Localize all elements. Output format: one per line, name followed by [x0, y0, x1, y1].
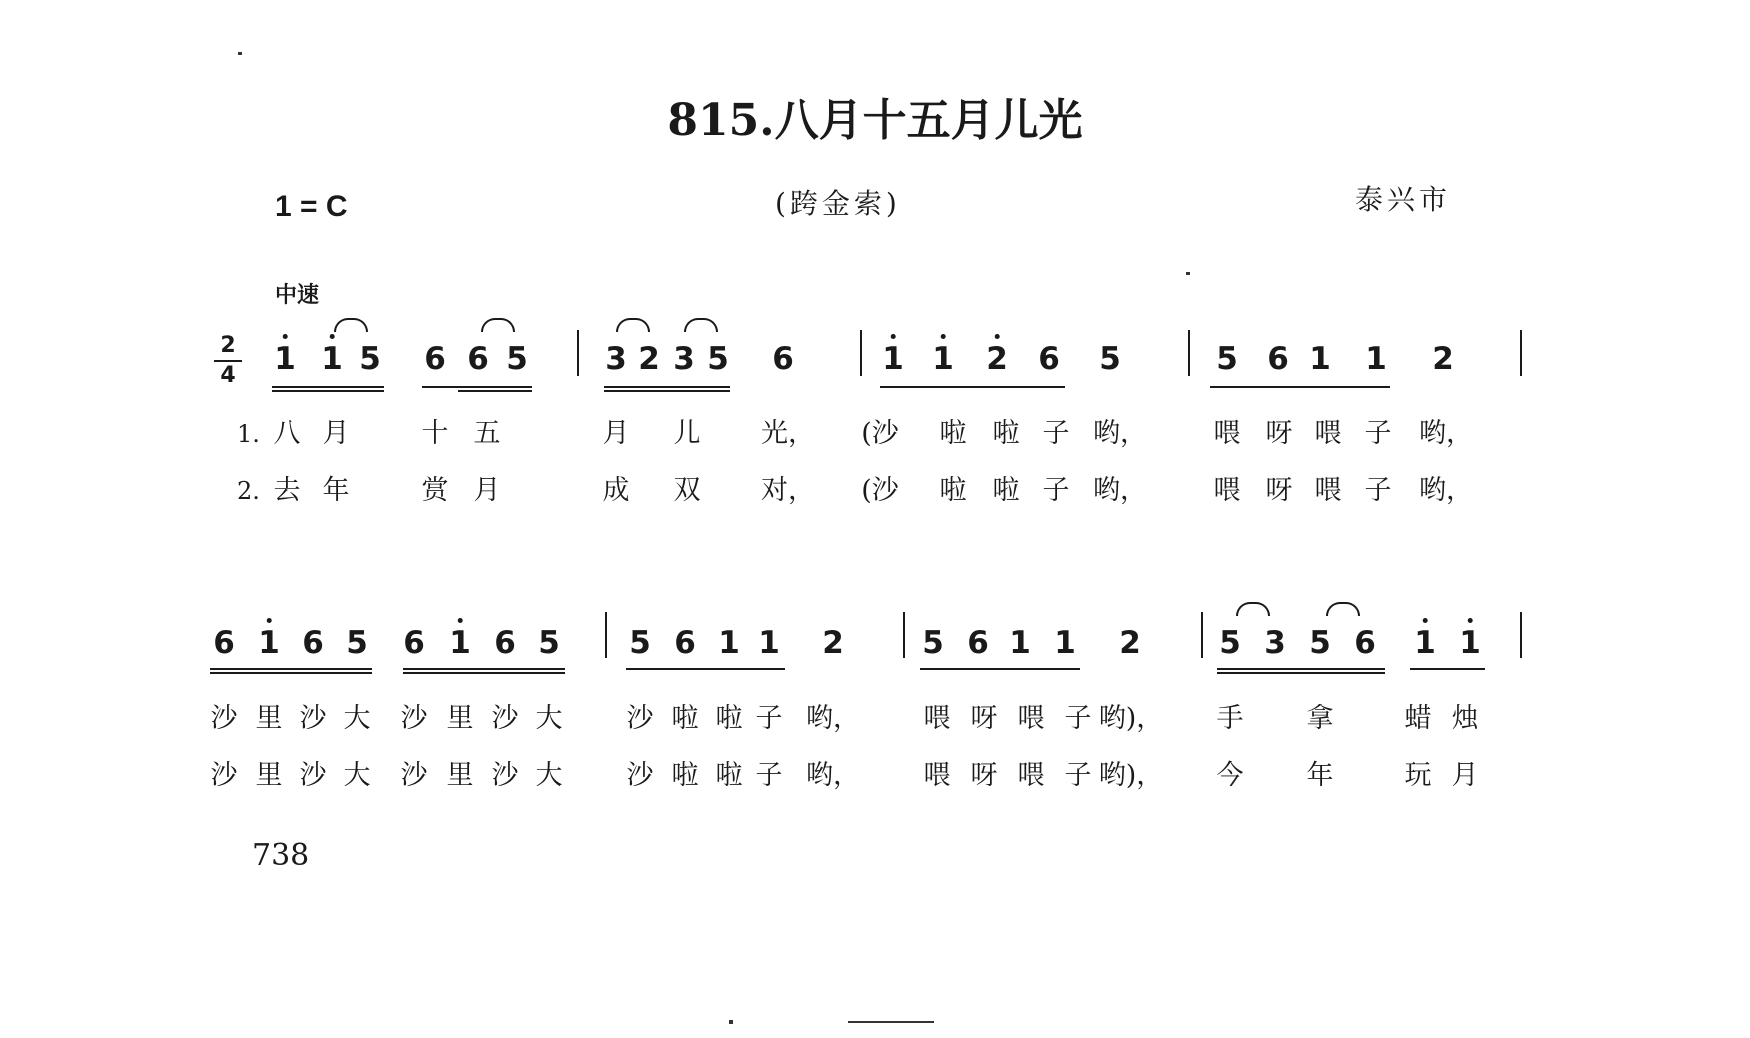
scan-speck — [848, 1021, 934, 1023]
lyric-syllable: 十 — [421, 418, 449, 449]
barline — [1201, 612, 1203, 658]
song-title: 815.八月十五月儿光 — [667, 95, 1083, 146]
beam-line — [458, 390, 532, 392]
beam-line — [422, 386, 532, 388]
note-digit: 5 — [922, 625, 944, 661]
slur-mark — [481, 318, 515, 332]
note-digit: 1 — [449, 625, 471, 661]
lyric-syllable: 啦 — [671, 760, 699, 791]
octave-dot — [329, 334, 334, 339]
lyric-syllable: 啦 — [671, 703, 699, 734]
note-digit: 1 — [1309, 341, 1331, 377]
lyric-syllable: 拿 — [1306, 703, 1334, 734]
note-digit: 5 — [346, 625, 368, 661]
jianpu-note — [605, 341, 627, 377]
jianpu-note — [424, 341, 446, 377]
lyric-syllable: 啦 — [939, 475, 967, 506]
tempo-marking: 中速 — [275, 283, 320, 308]
beam-line — [880, 386, 1065, 388]
note-digit: 5 — [1099, 341, 1121, 377]
jianpu-note — [629, 625, 651, 661]
time-signature — [214, 334, 242, 388]
lyric-syllable: 哟， — [1093, 475, 1147, 506]
note-digit: 5 — [506, 341, 528, 377]
lyric-syllable: 双 — [673, 475, 701, 506]
lyric-syllable: (沙 — [861, 418, 899, 449]
lyric-syllable: 五 — [473, 418, 501, 449]
note-digit: 6 — [674, 625, 696, 661]
scan-speck — [238, 52, 242, 55]
jianpu-note — [1309, 625, 1331, 661]
jianpu-note — [822, 625, 844, 661]
jianpu-note — [1309, 341, 1331, 377]
lyric-syllable: 儿 — [673, 418, 701, 449]
lyric-syllable: 喂 — [923, 760, 951, 791]
jianpu-note — [882, 341, 904, 377]
note-digit: 5 — [359, 341, 381, 377]
jianpu-note — [467, 341, 489, 377]
time-signature-line — [214, 360, 242, 362]
time-signature-bottom: 4 — [220, 363, 236, 388]
lyric-syllable: 哟， — [806, 703, 860, 734]
beam-line — [1210, 386, 1390, 388]
jianpu-note — [1216, 341, 1238, 377]
jianpu-note — [772, 341, 794, 377]
lyric-syllable: 子 — [1364, 418, 1392, 449]
jianpu-note — [359, 341, 381, 377]
barline — [1520, 330, 1522, 376]
note-digit: 6 — [1038, 341, 1060, 377]
beam-line — [403, 668, 565, 670]
beam-line — [1217, 668, 1385, 670]
lyric-syllable: 年 — [322, 475, 350, 506]
jianpu-note — [638, 341, 660, 377]
jianpu-note — [213, 625, 235, 661]
jianpu-note — [673, 341, 695, 377]
lyric-syllable: 啦 — [992, 475, 1020, 506]
barline — [860, 330, 862, 376]
note-digit: 2 — [822, 625, 844, 661]
jianpu-note — [538, 625, 560, 661]
jianpu-note — [1054, 625, 1076, 661]
jianpu-note — [258, 625, 280, 661]
lyric-syllable: 烛 — [1451, 703, 1479, 734]
note-digit: 6 — [467, 341, 489, 377]
lyric-syllable: 哟)， — [1098, 703, 1164, 734]
jianpu-note — [274, 341, 296, 377]
note-digit: 5 — [629, 625, 651, 661]
lyric-syllable: 沙 — [626, 703, 654, 734]
octave-dot — [890, 334, 895, 339]
jianpu-note — [506, 341, 528, 377]
lyric-syllable: 大 — [535, 703, 563, 734]
lyric-syllable: 蜡 — [1404, 703, 1432, 734]
note-digit: 6 — [1267, 341, 1289, 377]
origin-location: 泰兴市 — [1355, 183, 1452, 216]
lyric-syllable: 子 — [1042, 475, 1070, 506]
lyric-syllable: 沙 — [400, 703, 428, 734]
note-digit: 6 — [213, 625, 235, 661]
lyric-syllable: 喂 — [1017, 703, 1045, 734]
beam-line — [210, 672, 372, 674]
jianpu-note — [986, 341, 1008, 377]
lyric-syllable: 呀 — [970, 703, 998, 734]
note-digit: 6 — [424, 341, 446, 377]
jianpu-note — [1099, 341, 1121, 377]
lyric-syllable: 沙 — [299, 703, 327, 734]
slur-mark — [334, 318, 368, 332]
lyric-syllable: 成 — [602, 475, 630, 506]
scan-speck — [1186, 272, 1190, 275]
note-digit: 6 — [494, 625, 516, 661]
note-digit: 2 — [1119, 625, 1141, 661]
note-digit: 5 — [1309, 625, 1331, 661]
lyric-syllable: 哟)， — [1098, 760, 1164, 791]
octave-dot — [940, 334, 945, 339]
lyric-syllable: 沙 — [491, 760, 519, 791]
jianpu-note — [1009, 625, 1031, 661]
jianpu-note — [449, 625, 471, 661]
lyric-syllable: 玩 — [1404, 760, 1432, 791]
lyric-syllable: 喂 — [1314, 475, 1342, 506]
note-digit: 6 — [403, 625, 425, 661]
lyric-syllable: 沙 — [299, 760, 327, 791]
beam-line — [920, 668, 1080, 670]
lyric-syllable: 呀 — [970, 760, 998, 791]
beam-line — [604, 390, 730, 392]
lyric-syllable: 手 — [1216, 703, 1244, 734]
lyric-syllable: 哟， — [806, 760, 860, 791]
jianpu-note — [674, 625, 696, 661]
time-signature-top: 2 — [220, 333, 236, 358]
lyric-syllable: 哟， — [1419, 475, 1473, 506]
beam-line — [272, 390, 384, 392]
jianpu-note — [321, 341, 343, 377]
note-digit: 6 — [302, 625, 324, 661]
note-digit: 1 — [932, 341, 954, 377]
note-digit: 1 — [718, 625, 740, 661]
beam-line — [626, 668, 785, 670]
lyric-syllable: 呀 — [1265, 475, 1293, 506]
lyric-syllable: 哟， — [1419, 418, 1473, 449]
lyric-syllable: 沙 — [491, 703, 519, 734]
lyric-syllable: 对， — [761, 475, 815, 506]
slur-mark — [684, 318, 718, 332]
jianpu-note — [1219, 625, 1241, 661]
note-digit: 1 — [882, 341, 904, 377]
lyric-syllable: 喂 — [923, 703, 951, 734]
lyric-syllable: 哟， — [1093, 418, 1147, 449]
note-digit: 3 — [605, 341, 627, 377]
note-digit: 6 — [967, 625, 989, 661]
note-digit: 1 — [1009, 625, 1031, 661]
note-digit: 1 — [758, 625, 780, 661]
lyric-syllable: 里 — [255, 760, 283, 791]
note-digit: 3 — [1264, 625, 1286, 661]
note-digit: 1 — [274, 341, 296, 377]
note-digit: 1 — [1365, 341, 1387, 377]
jianpu-note — [922, 625, 944, 661]
lyric-syllable: 里 — [255, 703, 283, 734]
key-signature: 1 = C — [275, 190, 348, 223]
beam-line — [604, 386, 730, 388]
slur-mark — [1326, 602, 1360, 616]
lyric-syllable: 大 — [343, 760, 371, 791]
octave-dot — [282, 334, 287, 339]
lyric-syllable: 喂 — [1213, 418, 1241, 449]
jianpu-note — [302, 625, 324, 661]
lyric-syllable: 子 — [1364, 475, 1392, 506]
tune-name: (跨金索) — [775, 187, 901, 220]
lyric-syllable: 年 — [1306, 760, 1334, 791]
beam-line — [1217, 672, 1385, 674]
beam-line — [272, 386, 384, 388]
lyric-syllable: 沙 — [210, 760, 238, 791]
lyric-syllable: 去 — [273, 475, 301, 506]
note-digit: 5 — [707, 341, 729, 377]
lyric-syllable: 光， — [761, 418, 815, 449]
note-digit: 1 — [1414, 625, 1436, 661]
lyric-syllable: 大 — [343, 703, 371, 734]
lyric-syllable: 里 — [446, 703, 474, 734]
lyric-syllable: 啦 — [715, 703, 743, 734]
octave-dot — [1422, 618, 1427, 623]
lyric-syllable: 啦 — [992, 418, 1020, 449]
jianpu-note — [346, 625, 368, 661]
note-digit: 5 — [1219, 625, 1241, 661]
note-digit: 1 — [1054, 625, 1076, 661]
jianpu-note — [1264, 625, 1286, 661]
note-digit: 2 — [638, 341, 660, 377]
beam-line — [403, 672, 565, 674]
barline — [605, 612, 607, 658]
lyric-syllable: 子 — [755, 703, 783, 734]
barline — [1188, 330, 1190, 376]
lyric-syllable: 喂 — [1314, 418, 1342, 449]
lyric-syllable: 沙 — [210, 703, 238, 734]
jianpu-note — [932, 341, 954, 377]
jianpu-note — [1038, 341, 1060, 377]
jianpu-note — [1459, 625, 1481, 661]
lyric-syllable: 沙 — [626, 760, 654, 791]
jianpu-note — [1432, 341, 1454, 377]
octave-dot — [1467, 618, 1472, 623]
page-number: 738 — [252, 838, 310, 873]
lyric-syllable: 月 — [322, 418, 350, 449]
lyric-syllable: 子 — [755, 760, 783, 791]
barline — [1520, 612, 1522, 658]
beam-line — [210, 668, 372, 670]
note-digit: 6 — [772, 341, 794, 377]
note-digit: 1 — [321, 341, 343, 377]
jianpu-note — [707, 341, 729, 377]
lyric-syllable: 赏 — [421, 475, 449, 506]
barline — [577, 330, 579, 376]
jianpu-note — [1365, 341, 1387, 377]
lyric-syllable: (沙 — [861, 475, 899, 506]
jianpu-note — [1267, 341, 1289, 377]
note-digit: 2 — [1432, 341, 1454, 377]
lyric-syllable: 喂 — [1017, 760, 1045, 791]
verse-number: 2. — [237, 477, 260, 505]
jianpu-note — [403, 625, 425, 661]
octave-dot — [266, 618, 271, 623]
lyric-syllable: 喂 — [1213, 475, 1241, 506]
slur-mark — [1236, 602, 1270, 616]
jianpu-note — [1414, 625, 1436, 661]
slur-mark — [616, 318, 650, 332]
beam-line — [1410, 668, 1485, 670]
note-digit: 5 — [538, 625, 560, 661]
barline — [903, 612, 905, 658]
note-digit: 3 — [673, 341, 695, 377]
lyric-syllable: 里 — [446, 760, 474, 791]
jianpu-note — [758, 625, 780, 661]
lyric-syllable: 子 — [1042, 418, 1070, 449]
note-digit: 1 — [1459, 625, 1481, 661]
jianpu-note — [1119, 625, 1141, 661]
octave-dot — [457, 618, 462, 623]
lyric-syllable: 今 — [1216, 760, 1244, 791]
lyric-syllable: 啦 — [715, 760, 743, 791]
jianpu-note — [1354, 625, 1376, 661]
octave-dot — [994, 334, 999, 339]
verse-number: 1. — [237, 420, 260, 448]
scan-speck — [729, 1020, 733, 1024]
note-digit: 6 — [1354, 625, 1376, 661]
lyric-syllable: 子 — [1064, 703, 1092, 734]
lyric-syllable: 月 — [602, 418, 630, 449]
note-digit: 5 — [1216, 341, 1238, 377]
note-digit: 2 — [986, 341, 1008, 377]
lyric-syllable: 呀 — [1265, 418, 1293, 449]
jianpu-note — [967, 625, 989, 661]
lyric-syllable: 子 — [1064, 760, 1092, 791]
lyric-syllable: 沙 — [400, 760, 428, 791]
jianpu-note — [718, 625, 740, 661]
lyric-syllable: 月 — [1451, 760, 1479, 791]
lyric-syllable: 月 — [473, 475, 501, 506]
lyric-syllable: 啦 — [939, 418, 967, 449]
jianpu-note — [494, 625, 516, 661]
lyric-syllable: 八 — [273, 418, 301, 449]
note-digit: 1 — [258, 625, 280, 661]
lyric-syllable: 大 — [535, 760, 563, 791]
